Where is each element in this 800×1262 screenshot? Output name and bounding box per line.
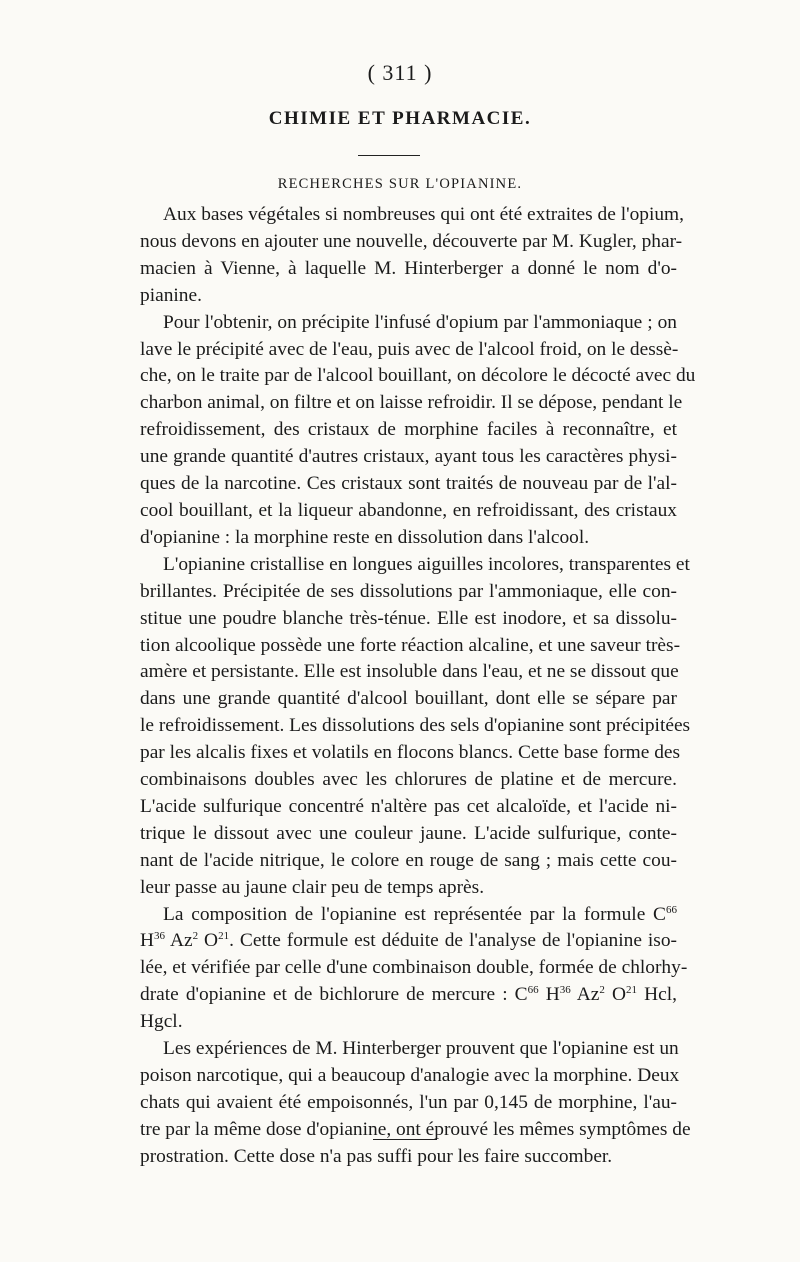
section-title: CHIMIE ET PHARMACIE.	[268, 108, 532, 129]
text-line	[117, 982, 677, 1009]
text-line: nous devons en ajouter une nouvelle, découverte par M. Kugler, phar-	[140, 230, 683, 252]
formula-text: H	[140, 930, 155, 952]
formula-subscript: 36	[154, 930, 166, 943]
article-body	[117, 202, 696, 1171]
formula-text: Az	[169, 930, 193, 952]
formula-subscript: 2	[599, 984, 605, 997]
formula-text: . Cette formule est déduite de l'analyse de l'opianine iso-	[229, 930, 677, 952]
paragraph-4	[117, 902, 688, 1037]
formula-text: O	[612, 984, 627, 1006]
text-line	[117, 928, 677, 955]
text-line: par les alcalis fixes et volatils en flocons blancs. Cette base forme des	[140, 742, 681, 764]
section-divider	[358, 155, 420, 156]
text-line: ques de la narcotine. Ces cristaux sont traités de nouveau par de l'al-	[140, 473, 677, 495]
formula-text: Az	[576, 984, 600, 1006]
end-divider	[373, 1139, 437, 1140]
text-line: Les expériences de M. Hinterberger prouvent que l'opianine est un	[163, 1038, 679, 1060]
formula-subscript: 36	[559, 984, 571, 997]
text-line: Pour l'obtenir, on précipite l'infusé d'opium par l'ammoniaque ; on	[163, 311, 677, 333]
text-line: trique le dissout avec une couleur jaune. L'acide sulfurique, conte-	[140, 822, 677, 844]
text-line: lave le précipité avec de l'eau, puis avec de l'alcool froid, on le dessè-	[140, 338, 679, 360]
paragraph-1	[117, 202, 684, 310]
text-line	[117, 902, 677, 929]
paragraph-3	[117, 552, 691, 902]
formula-text: H	[545, 984, 560, 1006]
page-number: ( 311 )	[367, 60, 433, 85]
text-line: combinaisons doubles avec les chlorures de platine et de mercure.	[140, 769, 677, 791]
formula-subscript: 66	[527, 984, 539, 997]
text-line: charbon animal, on filtre et on laisse refroidir. Il se dépose, pendant le	[140, 392, 683, 414]
formula-text: La composition de l'opianine est représentée par la formule C	[163, 903, 666, 925]
text-line: che, on le traite par de l'alcool bouillant, on décolore le décocté avec du	[140, 365, 696, 387]
text-line: d'opianine : la morphine reste en dissolution dans l'alcool.	[140, 526, 590, 548]
text-line: macien à Vienne, à laquelle M. Hinterberger a donné le nom d'o-	[140, 257, 677, 279]
formula-subscript: 66	[666, 903, 677, 916]
text-line: amère et persistante. Elle est insoluble dans l'eau, et ne se dissout que	[140, 661, 679, 683]
text-line: chats qui avaient été empoisonnés, l'un par 0,145 de morphine, l'au-	[140, 1091, 677, 1113]
text-line: tre par la même dose d'opianine, ont éprouvé les mêmes symptômes de	[140, 1118, 691, 1140]
formula-text: drate d'opianine et de bichlorure de mercure : C	[140, 984, 528, 1006]
paragraph-2	[117, 310, 696, 552]
formula-text: O	[204, 930, 219, 952]
formula-text: Hcl,	[644, 984, 677, 1006]
article-title: RECHERCHES SUR L'OPIANINE.	[277, 176, 523, 192]
text-line: prostration. Cette dose n'a pas suffi pour les faire succomber.	[140, 1145, 613, 1167]
text-line: lée, et vérifiée par celle d'une combinaison double, formée de chlorhy-	[140, 957, 688, 979]
formula-subscript: 21	[626, 984, 638, 997]
text-line: L'opianine cristallise en longues aiguilles incolores, transparentes et	[163, 553, 690, 575]
text-line: refroidissement, des cristaux de morphine faciles à reconnaître, et	[140, 419, 677, 441]
paragraph-5	[117, 1036, 691, 1171]
formula-subscript: 2	[192, 930, 199, 943]
text-line: Aux bases végétales si nombreuses qui ont été extraites de l'opium,	[163, 204, 684, 225]
text-line: cool bouillant, et la liqueur abandonne, en refroidissant, des cristaux	[140, 499, 677, 521]
text-line: pianine.	[140, 284, 202, 306]
text-line: stitue une poudre blanche très-ténue. Elle est inodore, et sa dissolu-	[140, 607, 677, 629]
text-line: tion alcoolique possède une forte réaction alcaline, et une saveur très-	[140, 634, 681, 656]
text-line: leur passe au jaune clair peu de temps après.	[140, 876, 485, 898]
formula-subscript: 21	[218, 930, 230, 943]
text-line: une grande quantité d'autres cristaux, ayant tous les caractères physi-	[140, 446, 677, 468]
text-line: brillantes. Précipitée de ses dissolutions par l'ammoniaque, elle con-	[140, 580, 677, 602]
text-line: poison narcotique, qui a beaucoup d'analogie avec la morphine. Deux	[140, 1065, 680, 1086]
text-line: Hgcl.	[140, 1011, 183, 1033]
text-line: le refroidissement. Les dissolutions des sels d'opianine sont précipitées	[140, 715, 691, 737]
text-line: L'acide sulfurique concentré n'altère pas cet alcaloïde, et l'acide ni-	[140, 795, 677, 817]
text-line: nant de l'acide nitrique, le colore en rouge de sang ; mais cette cou-	[140, 849, 677, 871]
text-line: dans une grande quantité d'alcool bouillant, dont elle se sépare par	[140, 688, 677, 710]
